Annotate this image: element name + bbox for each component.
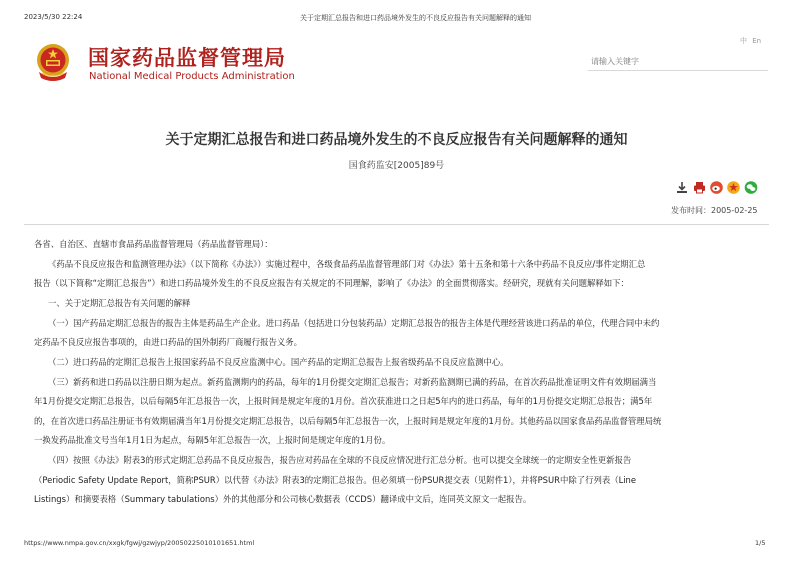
footer-url: https://www.nmpa.gov.cn/xxgk/fgwj/gzwjyp/20050225010101651.html xyxy=(24,539,255,547)
search-box xyxy=(588,50,768,71)
paragraph-line: （二）进口药品的定期汇总报告上报国家药品不良反应监测中心。国产药品的定期汇总报告上报省级药品不良反应监测中心。 xyxy=(48,357,509,367)
page-number: 1/5 xyxy=(755,539,766,547)
print-datetime: 2023/5/30 22:24 xyxy=(24,13,83,21)
wechat-icon[interactable] xyxy=(744,179,758,198)
paragraph-line: 报告（以下简称“定期汇总报告”）和进口药品境外发生的不良反应报告有关规定的不同理解，影响了《办法》的全面贯彻落实。经研究，现就有关问题解释如下： xyxy=(34,278,629,288)
publish-date: 2005-02-25 xyxy=(711,206,758,215)
paragraph-line: （Periodic Safety Update Report，简称PSUR）以代替《办法》附表3的定期汇总报告。但必须填一份PSUR提交表（见附件1），并将PSUR中除了行列表（Line xyxy=(34,475,637,485)
article-title: 关于定期汇总报告和进口药品境外发生的不良反应报告有关问题解释的通知 xyxy=(165,132,628,148)
paragraph-line: 《药品不良反应报告和监测管理办法》（以下简称《办法》）实施过程中，各级食品药品监督管理部门对《办法》第十五条和第十六条中药品不良反应/事件定期汇总 xyxy=(48,259,646,269)
divider xyxy=(24,224,769,225)
site-name-cn[interactable]: 国家药品监督管理局 xyxy=(88,46,286,70)
paragraph-line: Listings）和摘要表格（Summary tabulations）外的其他部分和公司核心数据表（CCDS）翻译成中文后，连同英文原文一起报告。 xyxy=(34,494,532,504)
publish-label: 发布时间： xyxy=(671,206,711,215)
download-icon[interactable] xyxy=(676,179,688,198)
national-emblem-icon xyxy=(34,42,72,82)
language-switch xyxy=(737,36,761,46)
paragraph-line: 各省、自治区、直辖市食品药品监督管理局（药品监督管理局）： xyxy=(34,239,273,249)
lang-en-link[interactable]: En xyxy=(752,37,762,45)
weibo-icon[interactable] xyxy=(710,179,723,198)
lang-zh-link[interactable]: 中 xyxy=(740,37,747,45)
paragraph-line: （一）国产药品定期汇总报告的报告主体是药品生产企业。进口药品（包括进口分包装药品）定期汇总报告的报告主体是代理经营该进口药品的单位，代理合同中未约 xyxy=(48,318,660,328)
document-number: 国食药监安[2005]89号 xyxy=(348,161,445,171)
paragraph-line: （四）按照《办法》附表3的形式定期汇总药品不良反应报告，报告应对药品在全球的不良反应情况进行汇总分析。也可以提交全球统一的定期安全性更新报告 xyxy=(48,455,632,465)
print-icon[interactable] xyxy=(693,179,706,198)
section-heading: 一、关于定期汇总报告有关问题的解释 xyxy=(48,298,191,308)
print-page-title: 关于定期汇总报告和进口药品境外发生的不良反应报告有关问题解释的通知 xyxy=(300,14,531,22)
search-input[interactable] xyxy=(591,57,761,66)
paragraph-line: 的，在首次进口药品注册证书有效期届满当年1月份提交定期汇总报告，以后每隔5年汇总报告一次，上报时间是规定年度的1月份。其他药品以国家食品药品监督管理局统 xyxy=(34,416,662,426)
paragraph-line: （三）新药和进口药品以注册日期为起点。新药监测期内的药品，每年的1月份提交定期汇总报告；对新药监测期已满的药品，在首次药品批准证明文件有效期届满当 xyxy=(48,377,657,387)
publish-time xyxy=(671,205,758,216)
site-name-en[interactable]: National Medical Products Administration xyxy=(89,71,295,82)
favorite-icon[interactable] xyxy=(727,179,740,198)
paragraph-line: 定药品不良反应报告事项的，由进口药品的国外制药厂商履行报告义务。 xyxy=(34,337,302,347)
paragraph-line: 年1月份提交定期汇总报告，以后每隔5年汇总报告一次，上报时间是规定年度的1月份。首次获准进口之日起5年内的进口药品，每年的1月份提交定期汇总报告；满5年 xyxy=(34,396,653,406)
paragraph-line: 一换发药品批准文号当年1月1日为起点，每隔5年汇总报告一次，上报时间是规定年度的1月份。 xyxy=(34,435,391,445)
